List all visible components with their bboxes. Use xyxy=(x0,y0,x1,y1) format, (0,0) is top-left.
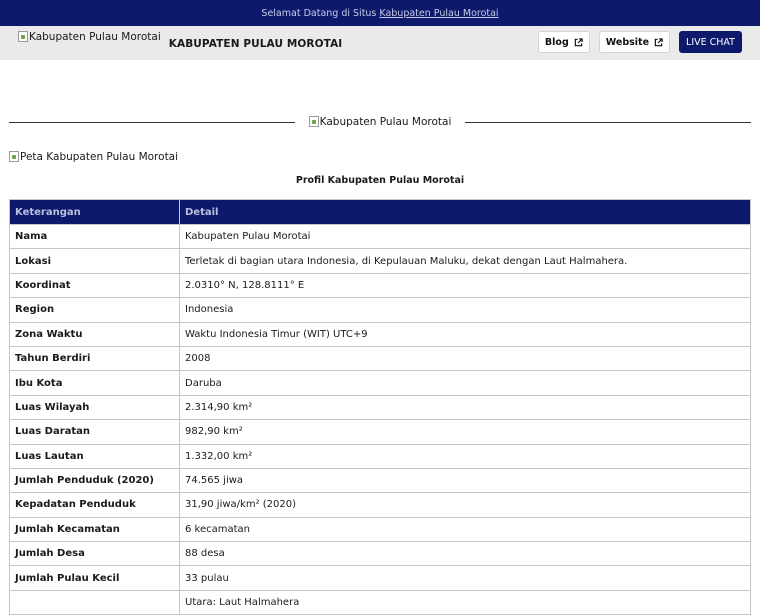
table-row xyxy=(10,346,751,370)
row-label: Zona Waktu xyxy=(10,322,180,346)
row-label: Jumlah Desa xyxy=(10,542,180,566)
table-row xyxy=(10,542,751,566)
row-label: Jumlah Kecamatan xyxy=(10,517,180,541)
table-header-row xyxy=(10,200,751,225)
broken-image-icon xyxy=(18,31,28,42)
row-value: 33 pulau xyxy=(180,566,751,590)
row-label: Tahun Berdiri xyxy=(10,346,180,370)
broken-image-icon xyxy=(9,151,19,162)
row-value: Waktu Indonesia Timur (WIT) UTC+9 xyxy=(180,322,751,346)
row-label: Jumlah Penduduk (2020) xyxy=(10,468,180,492)
map-image xyxy=(9,151,178,163)
welcome-text: Selamat Datang di Situs xyxy=(261,7,377,19)
table-row xyxy=(10,517,751,541)
external-link-icon xyxy=(654,38,663,47)
row-value: 982,90 km² xyxy=(180,420,751,444)
column-header: Detail xyxy=(180,200,751,225)
row-value: 74.565 jiwa xyxy=(180,468,751,492)
table-row xyxy=(10,371,751,395)
row-value: 2.314,90 km² xyxy=(180,395,751,419)
row-label: Luas Daratan xyxy=(10,420,180,444)
live-chat-button[interactable]: LIVE CHAT xyxy=(679,31,742,53)
center-logo-alt: Kabupaten Pulau Morotai xyxy=(319,116,452,128)
website-button-label: Website xyxy=(605,36,650,48)
row-label: Lokasi xyxy=(10,249,180,273)
table-row xyxy=(10,566,751,590)
table-row xyxy=(10,590,751,614)
profile-table xyxy=(9,199,751,615)
welcome-link[interactable]: Kabupaten Pulau Morotai xyxy=(379,7,499,19)
blog-button-label: Blog xyxy=(544,36,569,48)
row-label: Region xyxy=(10,298,180,322)
row-value: 6 kecamatan xyxy=(180,517,751,541)
table-row xyxy=(10,395,751,419)
row-label: Nama xyxy=(10,225,180,249)
row-label: Ibu Kota xyxy=(10,371,180,395)
website-button[interactable] xyxy=(599,31,670,53)
welcome-bar xyxy=(0,0,760,26)
profile-title: Profil Kabupaten Pulau Morotai xyxy=(295,175,465,186)
brand[interactable] xyxy=(18,26,342,60)
row-value: 1.332,00 km² xyxy=(180,444,751,468)
blog-button[interactable] xyxy=(538,31,590,53)
row-label: Luas Lautan xyxy=(10,444,180,468)
row-label: Kepadatan Penduduk xyxy=(10,493,180,517)
row-value: 88 desa xyxy=(180,542,751,566)
table-row xyxy=(10,468,751,492)
map-image-alt: Peta Kabupaten Pulau Morotai xyxy=(20,151,179,163)
row-label: Jumlah Pulau Kecil xyxy=(10,566,180,590)
site-title[interactable]: KABUPATEN PULAU MOROTAI xyxy=(168,38,343,50)
divider-line-left xyxy=(9,122,295,123)
row-label: Luas Wilayah xyxy=(10,395,180,419)
table-row xyxy=(10,298,751,322)
table-row xyxy=(10,322,751,346)
row-value: 31,90 jiwa/km² (2020) xyxy=(180,493,751,517)
row-value: 2008 xyxy=(180,346,751,370)
divider-line-right xyxy=(465,122,751,123)
external-link-icon xyxy=(574,38,583,47)
table-row xyxy=(10,273,751,297)
row-value: Kabupaten Pulau Morotai xyxy=(180,225,751,249)
center-logo xyxy=(295,116,466,128)
logo-divider xyxy=(9,114,751,130)
header-nav xyxy=(538,31,742,53)
column-header: Keterangan xyxy=(10,200,180,225)
site-logo[interactable] xyxy=(18,31,161,43)
row-value: 2.0310° N, 128.8111° E xyxy=(180,273,751,297)
row-label: Koordinat xyxy=(10,273,180,297)
row-value: Terletak di bagian utara Indonesia, di Kepulauan Maluku, dekat dengan Laut Halmahera. xyxy=(180,249,751,273)
table-row xyxy=(10,249,751,273)
row-value: Daruba xyxy=(180,371,751,395)
row-value: Utara: Laut Halmahera xyxy=(180,590,751,614)
row-value: Indonesia xyxy=(180,298,751,322)
broken-image-icon xyxy=(309,116,319,127)
table-row xyxy=(10,420,751,444)
table-row xyxy=(10,444,751,468)
row-label xyxy=(10,590,180,614)
table-row xyxy=(10,493,751,517)
site-header xyxy=(0,26,760,60)
site-logo-alt: Kabupaten Pulau Morotai xyxy=(29,31,161,43)
table-row xyxy=(10,225,751,249)
